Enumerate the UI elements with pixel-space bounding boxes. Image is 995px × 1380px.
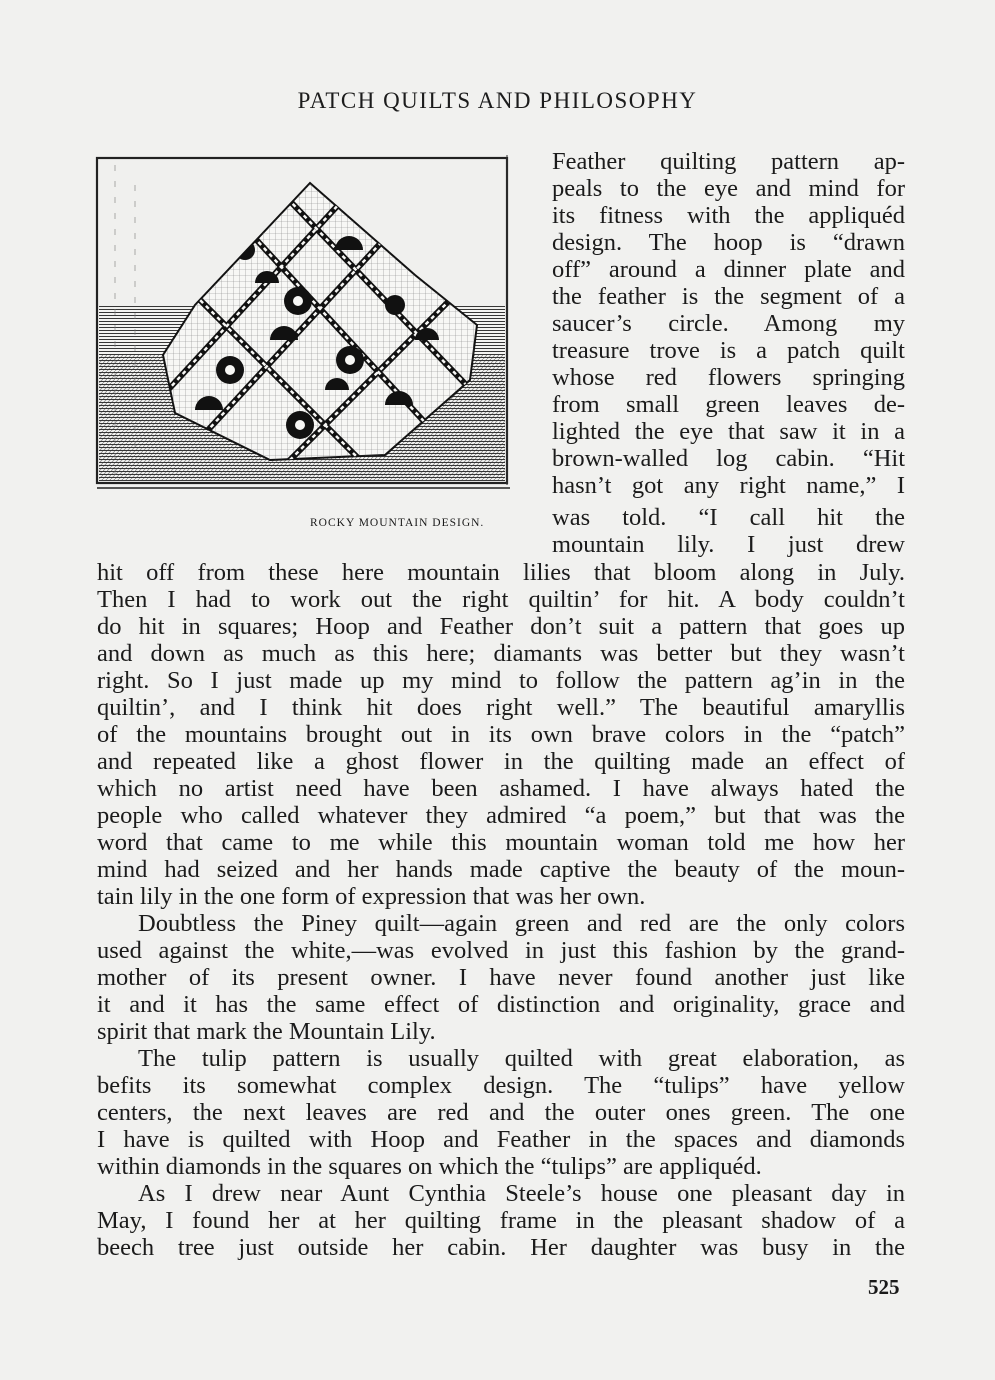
text-line: word that came to me while this mountain woman told me how her: [97, 829, 905, 856]
text-line: and repeated like a ghost flower in the quilting made an effect of: [97, 748, 905, 775]
paragraph-start: The tulip pattern is usually quilted with great elaboration, as: [138, 1045, 905, 1072]
text-line: within diamonds in the squares on which the “tulips” are appliquéd.: [97, 1153, 762, 1180]
text-line: of the mountains brought out in its own brave colors in the “patch”: [97, 721, 905, 748]
text-line: it and it has the same effect of distinction and originality, grace and: [97, 991, 905, 1018]
text-line: saucer’s circle. Among my: [552, 310, 905, 337]
paragraph-start: Doubtless the Piney quilt—again green and red are the only colors: [138, 910, 905, 937]
text-line: May, I found her at her quilting frame in the pleasant shadow of a: [97, 1207, 905, 1234]
text-line: quiltin’, and I think hit does right well.” The beautiful amaryllis: [97, 694, 905, 721]
text-line: right. So I just made up my mind to follow the pattern ag’in in the: [97, 667, 905, 694]
text-line: hasn’t got any right name,” I: [552, 472, 905, 499]
text-line: beech tree just outside her cabin. Her daughter was busy in the: [97, 1234, 905, 1261]
text-line: and down as much as this here; diamants was better but they wasn’t: [97, 640, 905, 667]
text-line: was told. “I call hit the: [552, 504, 905, 531]
text-line: lighted the eye that saw it in a: [552, 418, 905, 445]
text-line: mind had seized and her hands made captive the beauty of the moun-: [97, 856, 905, 883]
text-line: its fitness with the appliquéd: [552, 202, 905, 229]
text-line: do hit in squares; Hoop and Feather don’t suit a pattern that goes up: [97, 613, 905, 640]
figure-caption: ROCKY MOUNTAIN DESIGN.: [310, 517, 485, 529]
text-line: whose red flowers springing: [552, 364, 905, 391]
text-line: peals to the eye and mind for: [552, 175, 905, 202]
text-line: mother of its present owner. I have never found another just like: [97, 964, 905, 991]
text-line: centers, the next leaves are red and the outer ones green. The one: [97, 1099, 905, 1126]
paragraph-start: As I drew near Aunt Cynthia Steele’s house one pleasant day in: [138, 1180, 905, 1207]
quilt-drawing: [95, 155, 515, 490]
text-line: the feather is the segment of a: [552, 283, 905, 310]
text-line: I have is quilted with Hoop and Feather in the spaces and diamonds: [97, 1126, 905, 1153]
text-line: Feather quilting pattern ap-: [552, 148, 905, 175]
text-line: hit off from these here mountain lilies that bloom along in July.: [97, 559, 905, 586]
text-line: which no artist need have been ashamed. I have always hated the: [97, 775, 905, 802]
text-line: befits its somewhat complex design. The “tulips” have yellow: [97, 1072, 905, 1099]
text-line: people who called whatever they admired “a poem,” but that was the: [97, 802, 905, 829]
page-number: 525: [868, 1275, 900, 1299]
text-line: spirit that mark the Mountain Lily.: [97, 1018, 436, 1045]
text-line: mountain lily. I just drew: [552, 531, 905, 558]
text-line: from small green leaves de-: [552, 391, 905, 418]
text-line: off” around a dinner plate and: [552, 256, 905, 283]
running-title: PATCH QUILTS AND PHILOSOPHY: [297, 88, 698, 113]
text-line: used against the white,—was evolved in just this fashion by the grand-: [97, 937, 905, 964]
text-line: Then I had to work out the right quiltin’ for hit. A body couldn’t: [97, 586, 905, 613]
quilt-illustration: [95, 155, 515, 490]
text-line: treasure trove is a patch quilt: [552, 337, 905, 364]
text-line: design. The hoop is “drawn: [552, 229, 905, 256]
text-line: tain lily in the one form of expression that was her own.: [97, 883, 646, 910]
text-line: brown-walled log cabin. “Hit: [552, 445, 905, 472]
